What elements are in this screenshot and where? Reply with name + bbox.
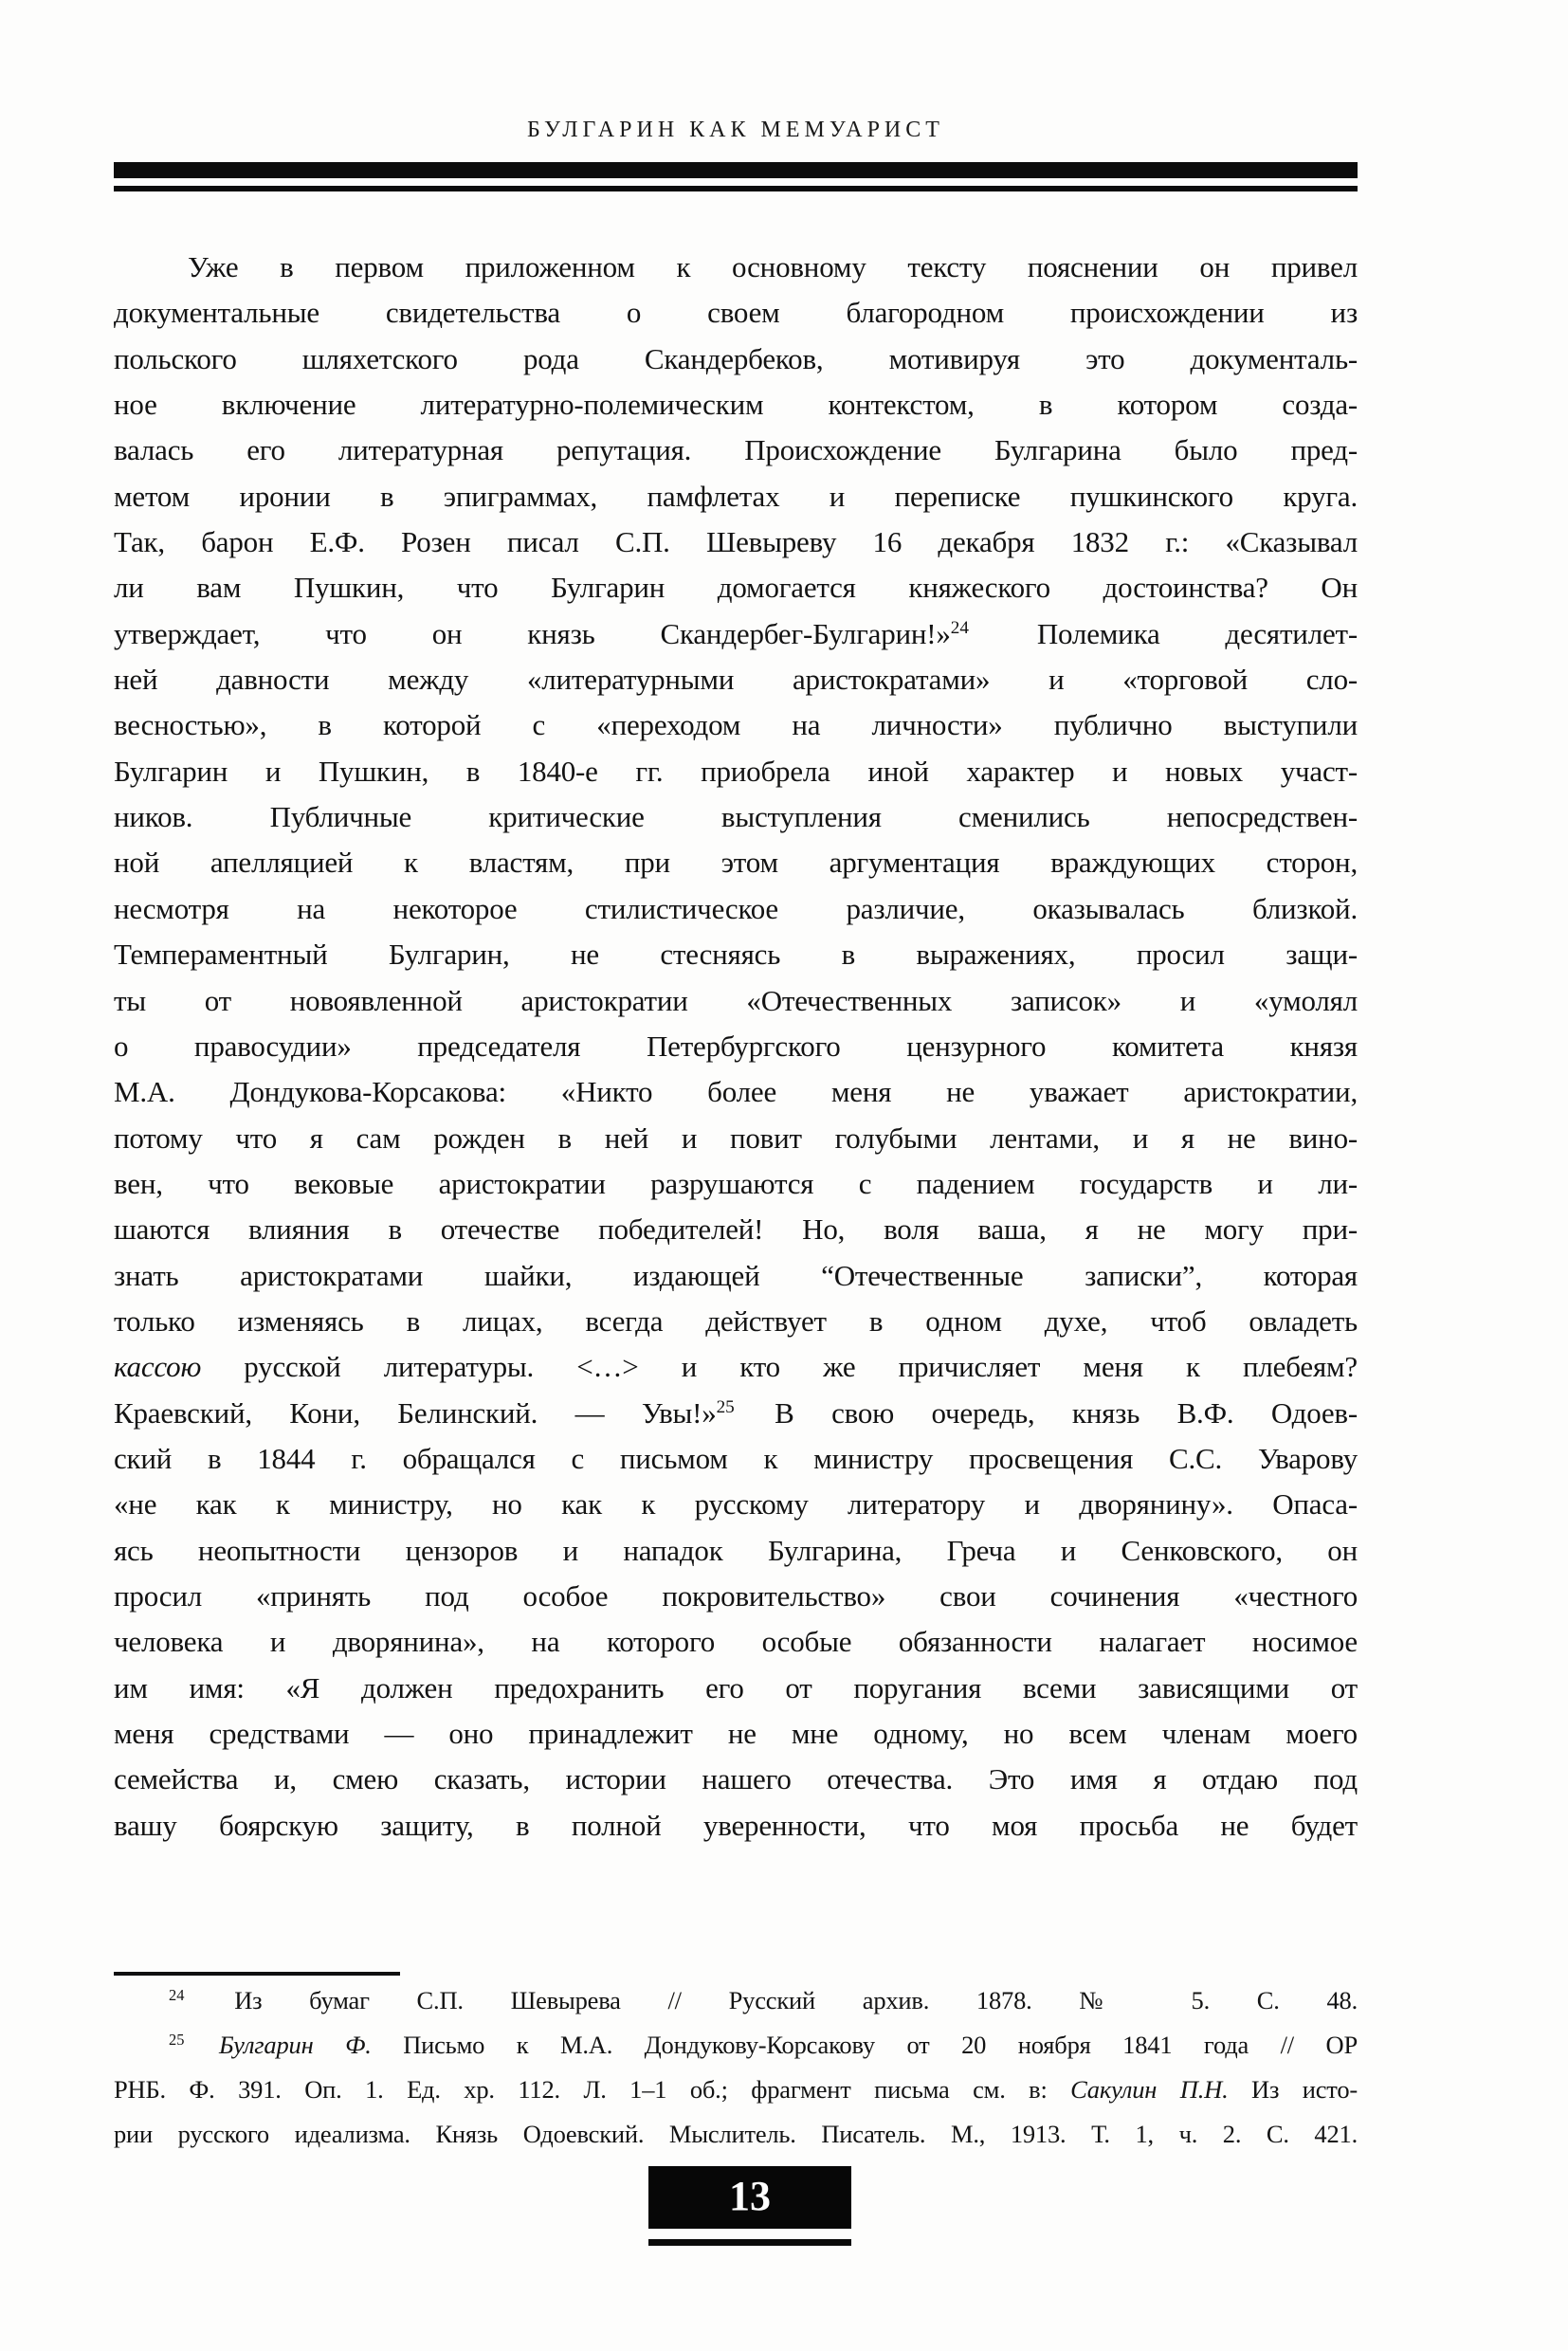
body-text-line: семейства и, смею сказать, истории нашего отечества. Это имя я отдаю под <box>114 1762 1358 1796</box>
footnote-separator-rule <box>114 1972 400 1976</box>
page-number-rule <box>648 2239 851 2246</box>
body-text-line: человека и дворянина», на которого особые обязанности налагает носимое <box>114 1625 1358 1659</box>
running-header: БУЛГАРИН КАК МЕМУАРИСТ <box>527 118 944 142</box>
body-text-line: о правосудии» председателя Петербургского цензурного комитета князя <box>114 1029 1358 1063</box>
footnote-reference: 24 <box>950 618 969 639</box>
body-text-line: документальные свидетельства о своем благородном происхождении из <box>114 296 1358 330</box>
body-text-line: просил «принять под особое покровительство» свои сочинения «честного <box>114 1578 1358 1613</box>
page-number: 13 <box>729 2173 771 2219</box>
footnote-line: рии русского идеализма. Князь Одоевский. Мыслитель. Писатель. М., 1913. Т. 1, ч. 2. С. 421. <box>114 2120 1358 2148</box>
body-text-line: им имя: «Я должен предохранить его от поругания всеми зависящими от <box>114 1670 1358 1704</box>
body-text-line: валась его литературная репутация. Происхождение Булгарина было пред- <box>114 433 1358 467</box>
body-text-line: Так, барон Е.Ф. Розен писал С.П. Шевыреву 16 декабря 1832 г.: «Сказывал <box>114 525 1358 559</box>
body-text-line: несмотря на некоторое стилистическое различие, оказывалась близкой. <box>114 891 1358 925</box>
footnote-reference: 24 <box>169 1985 185 2004</box>
body-text-line: потому что я сам рожден в ней и повит голубыми лентами, и я не вино- <box>114 1121 1358 1155</box>
body-text-line: меня средствами — оно принадлежит не мне одному, но всем членам моего <box>114 1717 1358 1750</box>
body-text-line: вашу боярскую защиту, в полной уверенности, что моя просьба не будет <box>114 1808 1358 1842</box>
body-text-line: «не как к министру, но как к русскому литератору и дворянину». Опаса- <box>114 1487 1358 1522</box>
body-text-line: ясь неопытности цензоров и нападок Булгарина, Греча и Сенковского, он <box>114 1533 1358 1567</box>
body-text-line: ников. Публичные критические выступления сменились непосредствен- <box>114 800 1358 834</box>
footnote-reference: 25 <box>169 2030 185 2049</box>
body-text-line: шаются влияния в отечестве победителей! Но, воля ваша, я не могу при- <box>114 1212 1358 1247</box>
body-text-line: ной апелляцией к властям, при этом аргументация враждующих сторон, <box>114 846 1358 880</box>
body-text-line: ты от новоявленной аристократии «Отечественных записок» и «умолял <box>114 983 1358 1017</box>
footnote-line: $^{25}$ Булгарин Ф. Письмо к М.А. Дондукову-Корсакову от 20 ноября 1841 года // ОР <box>169 2030 1358 2059</box>
body-text-line: Темпераментный Булгарин, не стесняясь в выражениях, просил защи- <box>114 938 1358 972</box>
body-text-line: Уже в первом приложенном к основному тексту пояснении он привел <box>188 250 1358 283</box>
body-text-line: кассою русской литературы. <…> и кто же причисляет меня к плебеям? <box>114 1350 1358 1384</box>
body-text-line: польского шляхетского рода Скандербеков, мотивируя это документаль- <box>114 341 1358 375</box>
body-text-line: ли вам Пушкин, что Булгарин домогается княжеского достоинства? Он <box>114 571 1358 605</box>
footnotes-block <box>114 1978 1358 2157</box>
body-text-line: Краевский, Кони, Белинский. — Увы!»$^{25}$ В свою очередь, князь В.Ф. Одоев- <box>114 1395 1358 1430</box>
body-text-line: вен, что вековые аристократии разрушаются с падением государств и ли- <box>114 1166 1358 1200</box>
header-rule-thick <box>114 162 1358 178</box>
body-text-line: знать аристократами шайки, издающей “Отечественные записки”, которая <box>114 1258 1358 1292</box>
header-rule-thin <box>114 186 1358 191</box>
body-text-line: весностью», в которой с «переходом на личности» публично выступили <box>114 708 1358 742</box>
body-text-line: метом иронии в эпиграммах, памфлетах и переписке пушкинского круга. <box>114 479 1358 513</box>
body-text-line: ное включение литературно-полемическим контекстом, в котором созда- <box>114 388 1358 422</box>
footnote-reference: 25 <box>716 1397 735 1418</box>
body-text-line: ский в 1844 г. обращался с письмом к министру просвещения С.С. Уварову <box>114 1441 1358 1475</box>
body-text-line: утверждает, что он князь Скандербег-Булгарин!»$^{24}$ Полемика десятилет- <box>114 616 1358 650</box>
footnote-line: РНБ. Ф. 391. Оп. 1. Ед. хр. 112. Л. 1–1 об.; фрагмент письма см. в: Сакулин П.Н. Из исто- <box>114 2075 1358 2104</box>
footnote-line: $^{24}$ Из бумаг С.П. Шевырева // Русский архив. 1878. № 5. С. 48. <box>169 1985 1358 2014</box>
body-text-line: только изменяясь в лицах, всегда действует в одном духе, чтоб овладеть <box>114 1303 1358 1338</box>
body-text-line: М.А. Дондукова-Корсакова: «Никто более меня не уважает аристократии, <box>114 1075 1358 1109</box>
body-text-block <box>114 245 1358 1849</box>
body-text-line: ней давности между «литературными аристократами» и «торговой сло- <box>114 663 1358 697</box>
page-number-box <box>648 2166 851 2229</box>
body-text-line: Булгарин и Пушкин, в 1840-е гг. приобрела иной характер и новых участ- <box>114 754 1358 788</box>
